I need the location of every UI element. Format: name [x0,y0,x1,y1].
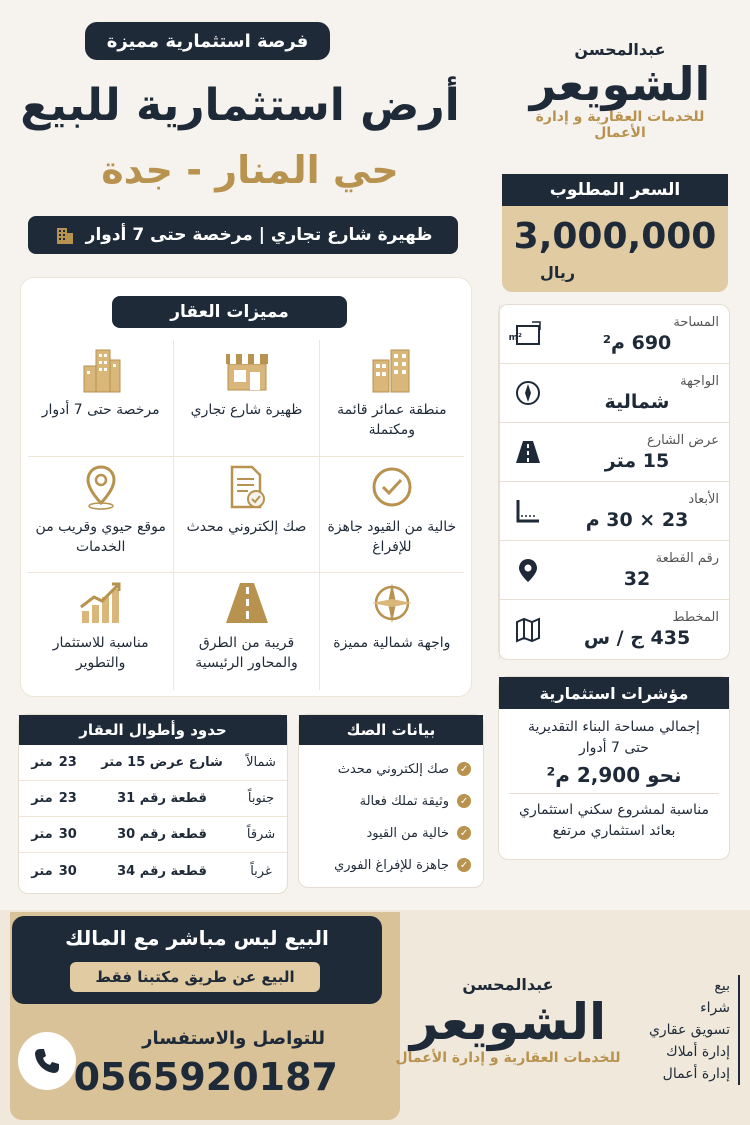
feature-strip-text: ظهيرة شارع تجاري | مرخصة حتى 7 أدوار [85,225,433,245]
logo-main-text: الشويعر [409,993,607,1051]
bounds-unit: متر [31,827,53,842]
bounds-title: حدود وأطوال العقار [19,715,287,745]
services-list [630,975,740,1085]
bounds-row [19,853,287,889]
contact-label: للتواصل والاستفسار [142,1028,325,1049]
road-icon [222,579,272,627]
feature-item [28,457,173,574]
bounds-row [19,817,287,853]
indicators-title: مؤشرات استثمارية [499,677,729,709]
logo-small-text: عبدالمحسن [462,975,554,994]
spec-label: الأبعاد [688,491,719,507]
sale-notice-sub: البيع عن طريق مكتبنا فقط [70,962,320,992]
spec-row-street [499,423,729,482]
feature-text: خالية من القيود جاهزة للإفراغ [327,518,457,555]
page-title: أرض استثمارية للبيع [20,80,460,131]
service-item: تسويق عقاري [648,1022,730,1038]
logo-tagline: للخدمات العقارية و إدارة الأعمال [535,109,705,141]
price-label: السعر المطلوب [502,174,728,206]
top-banner: فرصة استثمارية مميزة [85,22,330,60]
deed-item-text: جاهزة للإفراغ الفوري [334,857,449,873]
logo-small-text: عبدالمحسن [574,40,666,59]
check-icon: ✓ [457,794,471,808]
service-item: شراء [700,1000,730,1016]
bounds-length: 30 [58,863,77,879]
indicators-line: حتى 7 أدوار [579,740,649,756]
spec-label: المخطط [672,610,719,625]
features-grid [28,340,464,690]
deed-title: بيانات الصك [299,715,483,745]
feature-text: منطقة عمائر قائمة ومكتملة [337,402,447,438]
bounds-unit: متر [31,791,53,806]
spec-value: 23 × 30 م [585,508,689,531]
indicators-line: مناسبة لمشروع سكني استثماري [519,802,709,818]
deed-item [299,817,483,849]
chart-icon [76,579,126,627]
compass-icon [514,379,542,407]
compass-icon [367,579,417,627]
spec-label: رقم القطعة [655,550,719,566]
spec-value: 15 متر [604,449,670,472]
area-icon [508,320,542,348]
indicators-line: إجمالي مساحة البناء التقديرية [528,719,700,735]
check-circle-icon [367,463,417,511]
bounds-description: شارع عرض 15 متر [101,755,223,770]
phone-icon[interactable] [18,1032,76,1090]
property-bounds [18,714,288,894]
price-unit: ريال [540,263,576,282]
bounds-length: 23 [58,791,77,806]
logo-tagline: للخدمات العقارية و إدارة الأعمال [395,1050,621,1066]
price-value: 3,000,000 [513,216,717,257]
deed-item [299,785,483,817]
price-box [502,174,728,292]
company-logo [510,40,730,140]
feature-text: مرخصة حتى 7 أدوار [41,402,160,418]
bounds-row [19,781,287,817]
company-logo-bottom [388,975,628,1066]
spec-label: عرض الشارع [647,432,719,448]
deed-item [299,849,483,881]
spec-list [498,304,730,660]
deed-item-text: خالية من القيود [366,825,449,841]
bounds-description: قطعة رقم 30 [117,827,207,842]
feature-text: ظهيرة شارع تجاري [190,402,303,418]
bounds-length: 23 [58,755,77,770]
deed-info [298,714,484,888]
building-icon [54,224,76,246]
spec-row-dimensions [499,482,729,541]
spec-value: 435 ج / س [583,627,691,649]
pin-icon [514,556,542,584]
feature-text: موقع حيوي وقريب من الخدمات [35,518,166,555]
service-item: إدارة أملاك [666,1044,730,1060]
bounds-direction: جنوباً [247,791,275,806]
feature-item [28,573,173,690]
service-item: بيع [714,978,730,994]
feature-item [173,573,318,690]
location-icon [76,463,126,511]
spec-value: شمالية [604,390,670,413]
bounds-row [19,745,287,781]
feature-item [319,457,464,574]
bounds-unit: متر [31,863,53,879]
sale-notice [12,916,382,1004]
road-icon [514,438,542,466]
buildings-icon [367,346,417,394]
spec-row-area [499,305,729,364]
spec-value: 690 م² [602,331,672,354]
shop-icon [222,346,272,394]
check-icon: ✓ [457,762,471,776]
deed-item [299,753,483,785]
tower-icon [76,346,126,394]
feature-text: قريبة من الطرق والمحاور الرئيسية [195,635,298,672]
deed-item-text: صك إلكتروني محدث [337,761,449,777]
ruler-icon [514,497,542,525]
bounds-description: قطعة رقم 31 [117,791,207,806]
service-item: إدارة أعمال [662,1066,730,1082]
spec-value: 32 [623,567,651,590]
map-icon [514,616,542,644]
bounds-length: 30 [58,827,77,842]
feature-text: واجهة شمالية مميزة [333,635,451,652]
feature-item [173,340,318,457]
check-icon: ✓ [457,826,471,840]
bounds-unit: متر [31,755,53,770]
feature-item [319,573,464,690]
feature-item [173,457,318,574]
spec-row-facade [499,364,729,423]
indicators-line: بعائد استثماري مرتفع [552,823,676,839]
sale-notice-title: البيع ليس مباشر مع المالك [65,926,329,950]
phone-number[interactable]: 0565920187 [73,1055,338,1099]
spec-row-scheme [499,600,729,659]
feature-text: مناسبة للاستثمار والتطوير [52,635,149,672]
bounds-direction: شرقاً [246,827,276,842]
bounds-direction: شمالاً [246,755,276,770]
feature-text: صك إلكتروني محدث [186,518,307,535]
logo-main-text: الشويعر [529,57,711,111]
bounds-description: قطعة رقم 34 [117,863,207,879]
feature-item [28,340,173,457]
feature-strip [28,216,458,254]
deed-item-text: وثيقة تملك فعالة [359,793,449,809]
feature-item [319,340,464,457]
spec-row-plot [499,541,729,600]
indicators-area: نحو 2,900 م² [546,763,682,787]
svg-text:m²: m² [508,333,522,343]
features-title: مميزات العقار [112,296,347,328]
bounds-direction: غرباً [250,863,272,879]
document-icon [222,463,272,511]
location-title: حي المنار - جدة [101,148,399,192]
investment-indicators [498,676,730,860]
spec-label: الواجهة [680,373,719,389]
check-icon: ✓ [457,858,471,872]
spec-label: المساحة [673,314,719,330]
